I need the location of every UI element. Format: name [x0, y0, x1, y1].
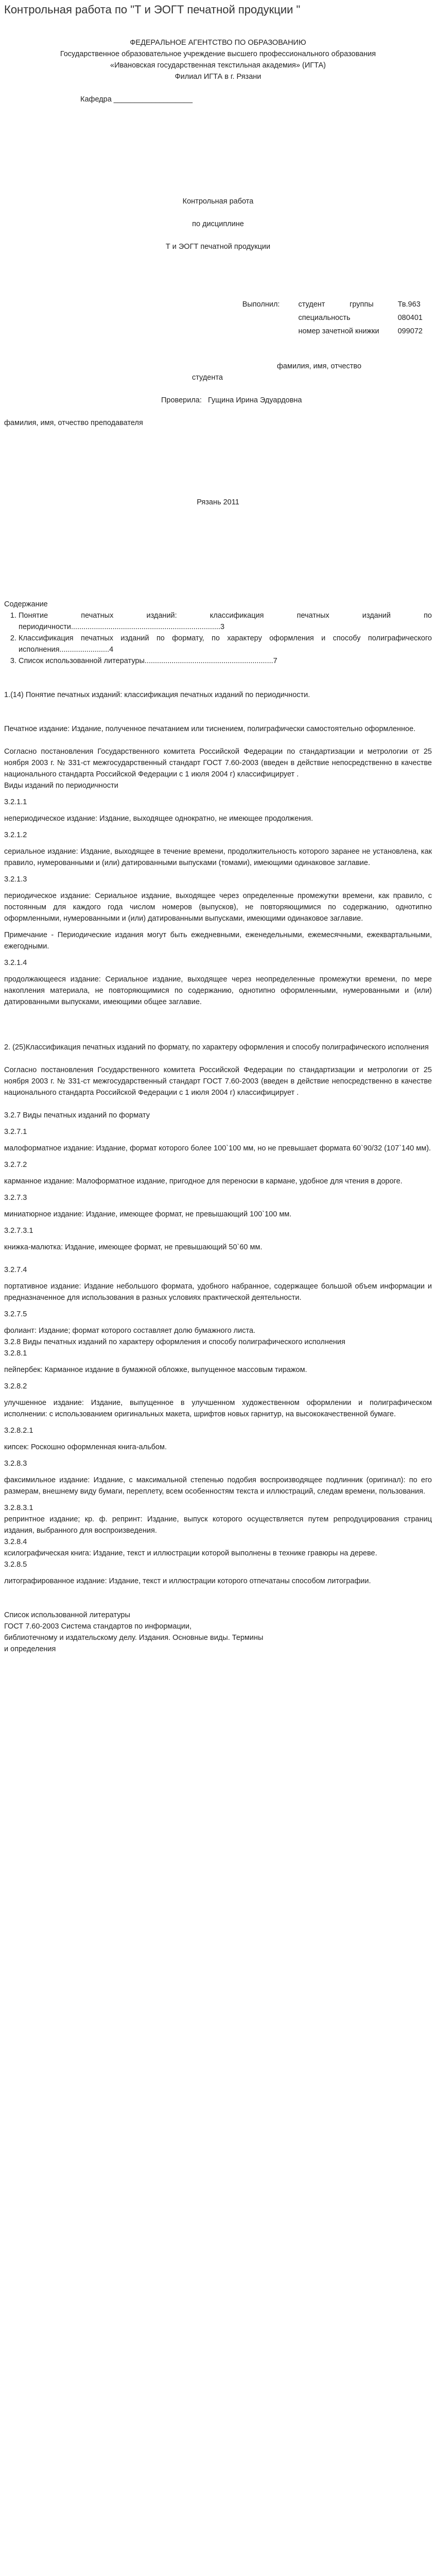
- clause-number: 3.2.1.2: [4, 831, 27, 839]
- references-heading: Список использованной литературы: [4, 1611, 130, 1619]
- clause-text: периодическое издание: Сериальное издание, выходящее через определенные промежутки времени, как правило, с постоянным для каждого года числом номеров (выпусков), не повторяющимися по содержанию, однотипно оформленными, нумерованными и (или) датированными выпусками, имеющими одинаковое заглавие.: [4, 892, 432, 923]
- clause-note: Примечание - Периодические издания могут быть ежедневными, еженедельными, ежемесячными, ежеквартальными, ежегодными.: [4, 931, 432, 951]
- clause-text: миниатюрное издание: Издание, имеющее формат, не превышающий 100`100 мм.: [4, 1210, 292, 1218]
- clause-text: факсимильное издание: Издание, с максимальной степенью подобия воспроизводящее подлинник (оригинал): по его размерам, внешнему виду бумаги, переплету, всем особенностям текста и иллюстраций, следам времени, пользования.: [4, 1476, 432, 1496]
- section2-heading: 2. (25)Классификация печатных изданий по формату, по характеру оформления и способу полиграфического исполнения: [4, 1043, 429, 1052]
- clause-text: малоформатное издание: Издание, формат которого более 100`100 мм, но не превышает формата 60`90/32 (107`140 мм).: [4, 1144, 431, 1153]
- toc-list: [4, 610, 432, 667]
- clause-text: продолжающееся издание: Сериальное издание, выходящее через неопределенные промежутки времени, по мере накопления материала, не повторяющимися по содержанию, однотипно оформленными, нумерованными и (или) датированными выпусками, имеющими общее заглавие.: [4, 975, 432, 1006]
- reference-line: библиотечному и издательскому делу. Издания. Основные виды. Термины: [4, 1634, 264, 1642]
- clause-number: 3.2.8.1: [4, 1349, 27, 1358]
- clause-text: книжка-малютка: Издание, имеющее формат, не превышающий 50`60 мм.: [4, 1243, 263, 1251]
- clause-number: 3.2.8.2: [4, 1382, 27, 1391]
- checked-line: [4, 395, 432, 406]
- clause-text: непериодическое издание: Издание, выходящее однократно, не имеющее продолжения.: [4, 815, 313, 823]
- discipline-name: Т и ЭОГТ печатной продукции: [165, 243, 271, 251]
- clause-text: портативное издание: Издание небольшого формата, удобного набранное, содержащее большой объем информации и предназначенное для использования в разных условиях практической деятельности.: [4, 1282, 432, 1302]
- specialty-value: 080401: [397, 314, 423, 322]
- record-label: номер зачетной книжки: [298, 327, 379, 335]
- section1-gost-intro: Согласно постановления Государственного комитета Российской Федерации по стандартизации и метрологии от 25 ноября 2003 г. № 331-ст межгосударственный стандарт ГОСТ 7.60-2003 (введен в действие непосредственно в качестве национального стандарта Российской Федерации с 1 июля 2004 г) классифицирует .: [4, 748, 432, 778]
- clause-text: ксилографическая книга: Издание, текст и иллюстрации которой выполнены в технике гравюры на дереве.: [4, 1549, 377, 1557]
- clause-text: карманное издание: Малоформатное издание, пригодное для переноски в кармане, удобное для чтения в дороге.: [4, 1177, 403, 1185]
- clause-number: 3.2.8.2.1: [4, 1427, 33, 1435]
- specialty-label: специальность: [298, 314, 351, 322]
- clause-number: 3.2.1.3: [4, 875, 27, 884]
- page-title: Контрольная работа по "Т и ЭОГТ печатной продукции ": [4, 3, 301, 16]
- document-body: [4, 37, 432, 1655]
- clause-text: литографированное издание: Издание, текст и иллюстрации которого отпечатаны способом литографии.: [4, 1577, 371, 1585]
- discipline-label: по дисциплине: [192, 220, 244, 228]
- clause-text: фолиант: Издание; формат которого составляет долю бумажного листа.: [4, 1327, 256, 1335]
- clause-text: кипсек: Роскошно оформленная книга-альбом.: [4, 1443, 167, 1451]
- clause-number: 3.2.7.1: [4, 1128, 27, 1136]
- clause-number: 3.2.7.2: [4, 1161, 27, 1169]
- group-label: группы: [350, 300, 374, 309]
- clause-text: пейпербек: Карманное издание в бумажной обложке, выпущенное массовым тиражом.: [4, 1366, 307, 1374]
- institution-line: Государственное образовательное учреждение высшего профессионального образования: [60, 50, 376, 58]
- clause-number: 3.2.8.3.1: [4, 1504, 33, 1512]
- student-name-hint-2: студента: [192, 374, 223, 382]
- performed-label: Выполнил:: [242, 300, 280, 309]
- toc-item: 3. Список использованной литературы..............................................................7: [19, 655, 432, 667]
- section1-definition: Печатное издание: Издание, полученное печатанием или тиснением, полиграфически самостоятельно оформленное.: [4, 725, 416, 733]
- student-name-hint: фамилия, имя, отчество: [277, 362, 362, 370]
- clause-text: улучшенное издание: Издание, выпущенное в улучшенном художественном оформлении и полиграфическом исполнении: с использованием оригинальных макета, шрифтов новых гарнитур, на высококачественной бумаге.: [4, 1399, 432, 1418]
- clause-text: репринтное издание; кр. ф. репринт: Издание, выпуск которого осуществляется путем репродуцирования страниц издания, выбранного для воспроизведения.: [4, 1515, 432, 1535]
- work-type: Контрольная работа: [182, 197, 254, 206]
- student-label: студент: [298, 300, 325, 309]
- toc-heading: Содержание: [4, 600, 48, 608]
- branch-line: Филиал ИГТА в г. Рязани: [175, 73, 261, 81]
- design-heading: 3.2.8 Виды печатных изданий по характеру оформления и способу полиграфического исполнения: [4, 1338, 345, 1346]
- clause-number: 3.2.7.3: [4, 1194, 27, 1202]
- department-line: Кафедра ___________________: [80, 95, 193, 104]
- record-value: 099072: [397, 327, 423, 335]
- clause-number: 3.2.8.3: [4, 1460, 27, 1468]
- agency-line: ФЕДЕРАЛЬНОЕ АГЕНТСТВО ПО ОБРАЗОВАНИЮ: [130, 39, 306, 47]
- student-info-table: [233, 298, 432, 338]
- clause-number: 3.2.1.4: [4, 959, 27, 967]
- clause-number: 3.2.7.4: [4, 1266, 27, 1274]
- group-value: Тв.963: [397, 300, 421, 309]
- teacher-hint: фамилия, имя, отчество преподавателя: [4, 419, 143, 427]
- reference-line: ГОСТ 7.60-2003 Система стандартов по информации,: [4, 1622, 191, 1631]
- clause-number: 3.2.7.5: [4, 1310, 27, 1318]
- checker-name: Гущина Ирина Эдуардовна: [207, 396, 302, 404]
- clause-number: 3.2.8.5: [4, 1561, 27, 1569]
- clause-number: 3.2.7.3.1: [4, 1227, 33, 1235]
- clause-number: 3.2.8.4: [4, 1538, 27, 1546]
- city-year: Рязань 2011: [197, 498, 239, 506]
- toc-item: 2. Классификация печатных изданий по формату, по характеру оформления и способу полиграфического исполнения........................4: [19, 633, 432, 655]
- format-heading: 3.2.7 Виды печатных изданий по формату: [4, 1111, 150, 1120]
- section1-heading: 1.(14) Понятие печатных изданий: классификация печатных изданий по периодичности.: [4, 691, 310, 699]
- section1-types-heading: Виды изданий по периодичности: [4, 782, 118, 790]
- section2-gost-intro: Согласно постановления Государственного комитета Российской Федерации по стандартизации и метрологии от 25 ноября 2003 г. № 331-ст межгосударственный стандарт ГОСТ 7.60-2003 (введен в действие непосредственно в качестве национального стандарта Российской Федерации с 1 июля 2004 г) классифицирует .: [4, 1066, 432, 1097]
- clause-text: сериальное издание: Издание, выходящее в течение времени, продолжительность которого заранее не установлена, как правило, нумерованными и (или) датированными выпусками (томами), имеющими одинаковое заглавие.: [4, 848, 432, 867]
- checked-label: Проверила:: [161, 396, 202, 404]
- clause-number: 3.2.1.1: [4, 798, 27, 806]
- academy-line: «Ивановская государственная текстильная академия» (ИГТА): [110, 61, 326, 70]
- toc-item: 1. Понятие печатных изданий: классификация печатных изданий по периодичности........................................................................3: [19, 610, 432, 633]
- reference-line: и определения: [4, 1645, 56, 1653]
